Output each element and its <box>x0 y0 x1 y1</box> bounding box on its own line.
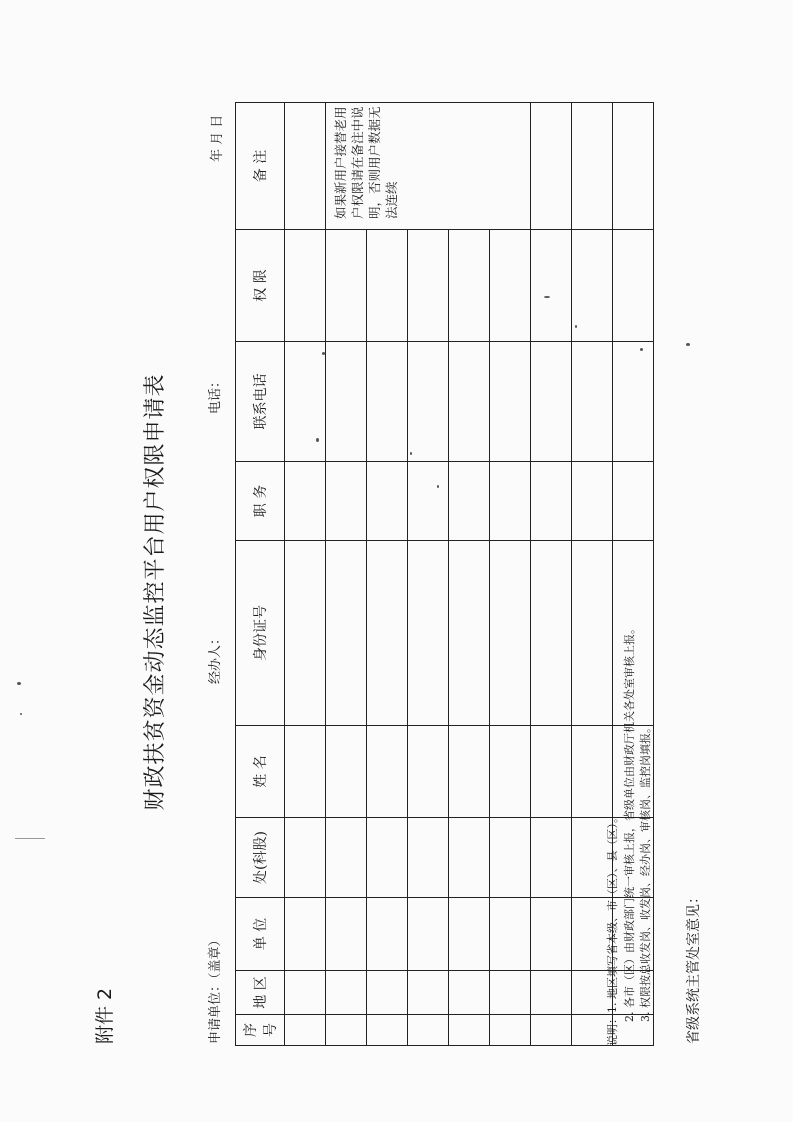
table-row <box>367 103 408 1046</box>
position-cell[interactable] <box>326 462 367 541</box>
phone-cell[interactable] <box>572 342 613 462</box>
phone-cell[interactable] <box>449 342 490 462</box>
phone-cell[interactable] <box>285 342 326 462</box>
remarks-note-cell <box>326 103 531 230</box>
name-cell[interactable] <box>531 726 572 818</box>
index-cell[interactable] <box>449 1015 490 1046</box>
note-item-1: 1. 地区填写省本级、市（区）、县（区）。 <box>606 812 619 1013</box>
column-header-position: 职 务 <box>236 462 285 541</box>
name-cell[interactable] <box>490 726 531 818</box>
region-cell[interactable] <box>408 971 449 1015</box>
region-cell[interactable] <box>285 971 326 1015</box>
phone-cell[interactable] <box>326 342 367 462</box>
permission-cell[interactable] <box>408 230 449 342</box>
unit-cell[interactable] <box>531 898 572 971</box>
permission-application-table <box>235 102 654 1046</box>
form-title: 财政扶贫资金动态监控平台用户权限申请表 <box>143 373 168 811</box>
phone-cell[interactable] <box>613 342 654 462</box>
permission-cell[interactable] <box>531 230 572 342</box>
region-cell[interactable] <box>326 971 367 1015</box>
department-cell[interactable] <box>408 818 449 898</box>
index-cell[interactable] <box>531 1015 572 1046</box>
remarks-note-text: 如果新用户接替老用户权限请在备注中说明，否则用户数据无法连续 <box>333 106 399 219</box>
index-cell[interactable] <box>408 1015 449 1046</box>
name-cell[interactable] <box>367 726 408 818</box>
table-row <box>490 103 531 1046</box>
position-cell[interactable] <box>285 462 326 541</box>
note-item-2: 2. 各市（区）由财政部门统一审核上报，省级单位由财政厅机关各处室审核上报。 <box>622 623 636 1022</box>
permission-cell[interactable] <box>285 230 326 342</box>
permission-cell[interactable] <box>613 230 654 342</box>
position-cell[interactable] <box>531 462 572 541</box>
notes-prefix: 说明： <box>606 1013 619 1046</box>
name-cell[interactable] <box>285 726 326 818</box>
department-cell[interactable] <box>367 818 408 898</box>
note-line-1 <box>605 623 622 1046</box>
name-cell[interactable] <box>326 726 367 818</box>
region-cell[interactable] <box>367 971 408 1015</box>
remarks-cell[interactable] <box>572 103 613 230</box>
position-cell[interactable] <box>449 462 490 541</box>
index-cell[interactable] <box>285 1015 326 1046</box>
permission-cell[interactable] <box>367 230 408 342</box>
department-cell[interactable] <box>285 818 326 898</box>
department-cell[interactable] <box>531 818 572 898</box>
index-cell[interactable] <box>490 1015 531 1046</box>
table-row <box>408 103 449 1046</box>
column-header-unit: 单 位 <box>236 898 285 971</box>
position-cell[interactable] <box>613 462 654 541</box>
handler-field: 经办人： <box>208 631 223 684</box>
remarks-cell[interactable] <box>613 103 654 230</box>
region-cell[interactable] <box>490 971 531 1015</box>
department-cell[interactable] <box>449 818 490 898</box>
remarks-cell[interactable] <box>531 103 572 230</box>
index-cell[interactable] <box>326 1015 367 1046</box>
table-row <box>326 103 367 1046</box>
column-header-remarks: 备 注 <box>236 103 285 230</box>
id-number-cell[interactable] <box>449 541 490 726</box>
department-cell[interactable] <box>326 818 367 898</box>
region-cell[interactable] <box>449 971 490 1015</box>
note-item-3: 3. 权限按总收发岗、收发岗、经办岗、审核岗、监控岗填报。 <box>639 722 652 1022</box>
phone-cell[interactable] <box>531 342 572 462</box>
table-row <box>531 103 572 1046</box>
position-cell[interactable] <box>490 462 531 541</box>
column-header-phone: 联系电话 <box>236 342 285 462</box>
column-header-department: 处(科股) <box>236 818 285 898</box>
permission-cell[interactable] <box>449 230 490 342</box>
id-number-cell[interactable] <box>367 541 408 726</box>
position-cell[interactable] <box>572 462 613 541</box>
region-cell[interactable] <box>531 971 572 1015</box>
instructions-notes <box>605 623 655 1046</box>
applicant-unit-field: 申请单位：（盖章） <box>208 933 223 1044</box>
permission-cell[interactable] <box>326 230 367 342</box>
position-cell[interactable] <box>367 462 408 541</box>
column-header-name: 姓 名 <box>236 726 285 818</box>
id-number-cell[interactable] <box>326 541 367 726</box>
attachment-label: 附件 2 <box>94 987 116 1044</box>
table-row <box>449 103 490 1046</box>
unit-cell[interactable] <box>326 898 367 971</box>
permission-cell[interactable] <box>490 230 531 342</box>
permission-cell[interactable] <box>572 230 613 342</box>
unit-cell[interactable] <box>285 898 326 971</box>
index-cell[interactable] <box>367 1015 408 1046</box>
remarks-cell[interactable] <box>285 103 326 230</box>
name-cell[interactable] <box>449 726 490 818</box>
id-number-cell[interactable] <box>285 541 326 726</box>
note-line-3 <box>638 623 655 1046</box>
note-line-2 <box>622 623 639 1046</box>
unit-cell[interactable] <box>490 898 531 971</box>
department-cell[interactable] <box>490 818 531 898</box>
column-header-permission: 权 限 <box>236 230 285 342</box>
supervisor-opinion-label: 省级系统主管处室意见： <box>686 890 702 1044</box>
id-number-cell[interactable] <box>408 541 449 726</box>
date-field: 年 月 日 <box>210 114 225 162</box>
table-row <box>285 103 326 1046</box>
name-cell[interactable] <box>408 726 449 818</box>
id-number-cell[interactable] <box>531 541 572 726</box>
phone-cell[interactable] <box>490 342 531 462</box>
unit-cell[interactable] <box>408 898 449 971</box>
phone-cell[interactable] <box>408 342 449 462</box>
unit-cell[interactable] <box>449 898 490 971</box>
table-header-row <box>236 103 285 1046</box>
phone-field: 电话： <box>208 374 223 414</box>
phone-cell[interactable] <box>367 342 408 462</box>
column-header-index: 序 号 <box>236 1015 285 1046</box>
id-number-cell[interactable] <box>490 541 531 726</box>
column-header-id-number: 身份证号 <box>236 541 285 726</box>
position-cell[interactable] <box>408 462 449 541</box>
unit-cell[interactable] <box>367 898 408 971</box>
column-header-region: 地 区 <box>236 971 285 1015</box>
